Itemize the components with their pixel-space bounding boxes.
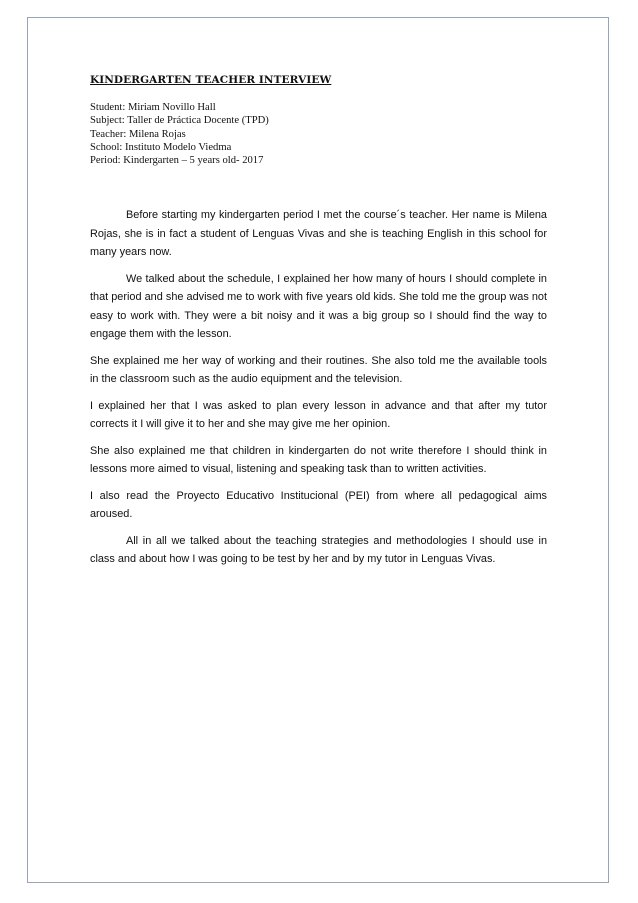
- paragraph-schedule: We talked about the schedule, I explained her how many of hours I should complete in that period and she advised me to work with five years old kids. She told me the group was not easy to work with. They were a bit noisy and it was a big group so I should find the way to engage them with the lesson.: [90, 272, 547, 341]
- info-teacher: Teacher: Milena Rojas: [90, 128, 186, 140]
- info-block: [90, 101, 547, 167]
- paragraph-routines: She explained me her way of working and their routines. She also told me the available tools in the classroom such as the audio equipment and the television.: [90, 354, 547, 386]
- paragraph-conclusion: All in all we talked about the teaching strategies and methodologies I should use in class and about how I was going to be test by her and by my tutor in Lenguas Vivas.: [90, 534, 547, 566]
- info-student: Student: Miriam Novillo Hall: [90, 102, 216, 113]
- document-title: KINDERGARTEN TEACHER INTERVIEW: [90, 74, 332, 86]
- info-period: Period: Kindergarten – 5 years old- 2017: [90, 155, 264, 167]
- info-school: School: Instituto Modelo Viedma: [90, 141, 232, 153]
- document-body: [90, 73, 547, 577]
- paragraph-planning: I explained her that I was asked to plan every lesson in advance and that after my tutor corrects it I will give it to her and she may give me her opinion.: [90, 399, 547, 431]
- info-subject: Subject: Taller de Práctica Docente (TPD): [90, 115, 269, 127]
- paragraph-pei: I also read the Proyecto Educativo Institucional (PEI) from where all pedagogical aims aroused.: [90, 489, 547, 521]
- paragraph-activities: She also explained me that children in kindergarten do not write therefore I should think in lessons more aimed to visual, listening and speaking task than to written activities.: [90, 444, 547, 476]
- paragraph-intro: Before starting my kindergarten period I met the course´s teacher. Her name is Milena Rojas, she is in fact a student of Lenguas Vivas and she is teaching English in this school for many years now.: [90, 209, 547, 259]
